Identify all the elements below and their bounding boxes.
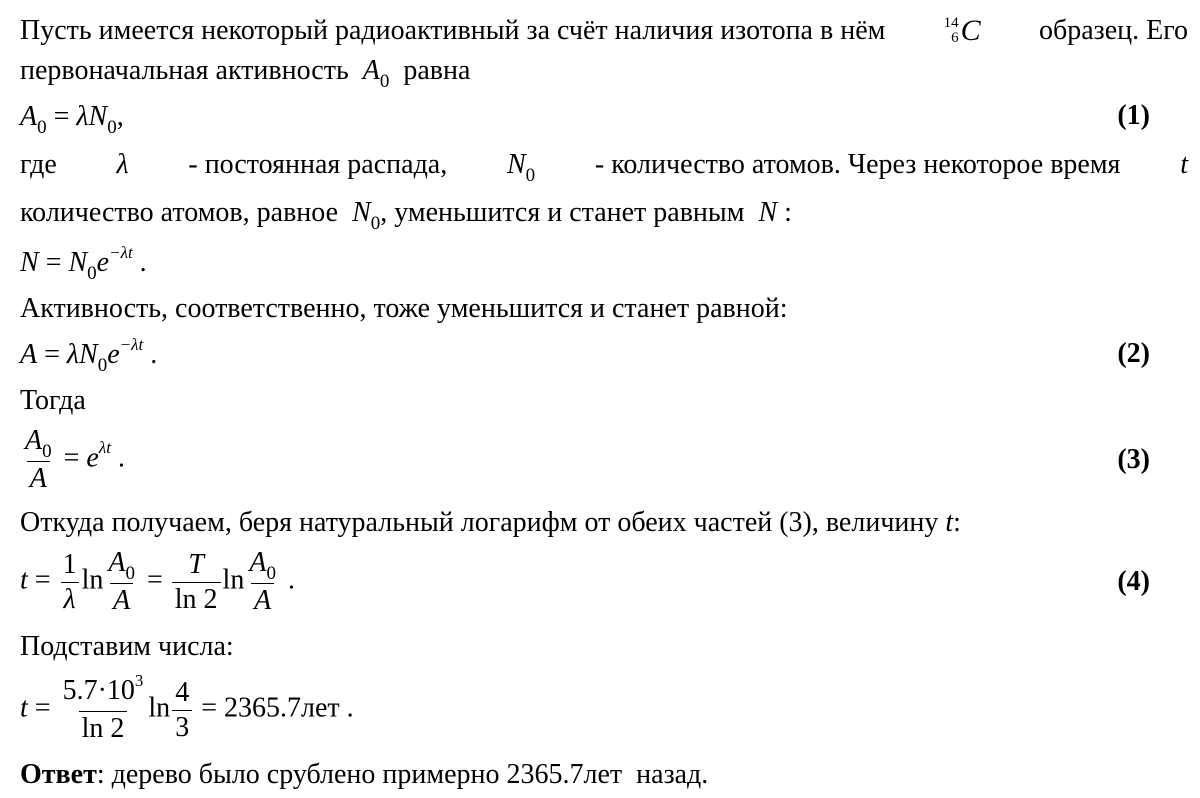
equation-2: $A = \lambda N_0e^{-\lambda t}$ .: [20, 335, 158, 376]
text: количество атомов, равное: [20, 197, 339, 228]
text: равна: [403, 55, 471, 86]
paragraph-line: [20, 148, 1188, 185]
equation-number: (3): [1117, 444, 1150, 475]
text: Пусть имеется некоторый радиоактивный за счёт наличия изотопа в нём: [20, 15, 886, 46]
paragraph-line: Подставим числа:: [20, 631, 234, 662]
answer-label: Ответ: [20, 759, 97, 790]
paragraph-line: [20, 196, 792, 233]
symbol-n0: $N_0$: [506, 149, 536, 186]
text: : дерево было срублено примерно: [96, 759, 500, 790]
text: образец. Его: [1038, 15, 1188, 46]
equation-numeric: t = $\frac{5.7\cdot 10^3}{\ln 2}$ ln $\frac{4}{3}$ = 2365.7лет .: [20, 671, 354, 744]
symbol-lambda: λ: [116, 149, 129, 180]
text: - количество атомов. Через некоторое время: [594, 149, 1121, 180]
text: Откуда получаем, беря натуральный логарифм от обеих частей (3), величину: [20, 507, 939, 538]
text: где: [20, 149, 57, 180]
answer-line: [20, 758, 708, 792]
paragraph-line: Тогда: [20, 385, 86, 416]
symbol-n: N :: [758, 197, 792, 228]
paragraph-line: [20, 54, 470, 91]
equation-number: (4): [1117, 566, 1150, 597]
fraction: $\frac{A_0}{A}$: [25, 425, 52, 494]
equation-number: (1): [1117, 100, 1150, 131]
equation-decay: $N = N_0e^{-\lambda t}$ .: [20, 243, 147, 284]
answer-value: 2365.7лет: [506, 759, 623, 790]
text: - постоянная распада,: [188, 149, 448, 180]
text: первоначальная активность: [20, 55, 349, 86]
symbol-n0: $N_0$: [352, 197, 381, 234]
text: , уменьшится и станет равным: [380, 197, 745, 228]
equation-1: $A_0 = \lambda N_0$,: [20, 101, 124, 138]
paragraph-line: [20, 14, 1188, 48]
equation-3: $\frac{A_0}{A}$ = $e^{\lambda t}$ .: [20, 426, 125, 494]
symbol-a0: $A_0$: [362, 55, 390, 92]
equation-4: t = $\frac{1}{\lambda}$ ln $\frac{A_0}{A}$ = $\frac{T}{\ln 2}$ ln $\frac{A_0}{A}$ .: [20, 547, 295, 616]
text: назад.: [636, 759, 709, 790]
symbol-t: t: [1180, 149, 1188, 180]
equation-number: (2): [1117, 338, 1150, 369]
paragraph-line: Активность, соответственно, тоже уменьшится и станет равной:: [20, 293, 788, 324]
symbol-t: t: [945, 507, 954, 538]
paragraph-line: Откуда получаем, беря натуральный логарифм от обеих частей (3), величину t:: [20, 507, 961, 538]
isotope-c14: 14 6 C: [943, 14, 981, 47]
